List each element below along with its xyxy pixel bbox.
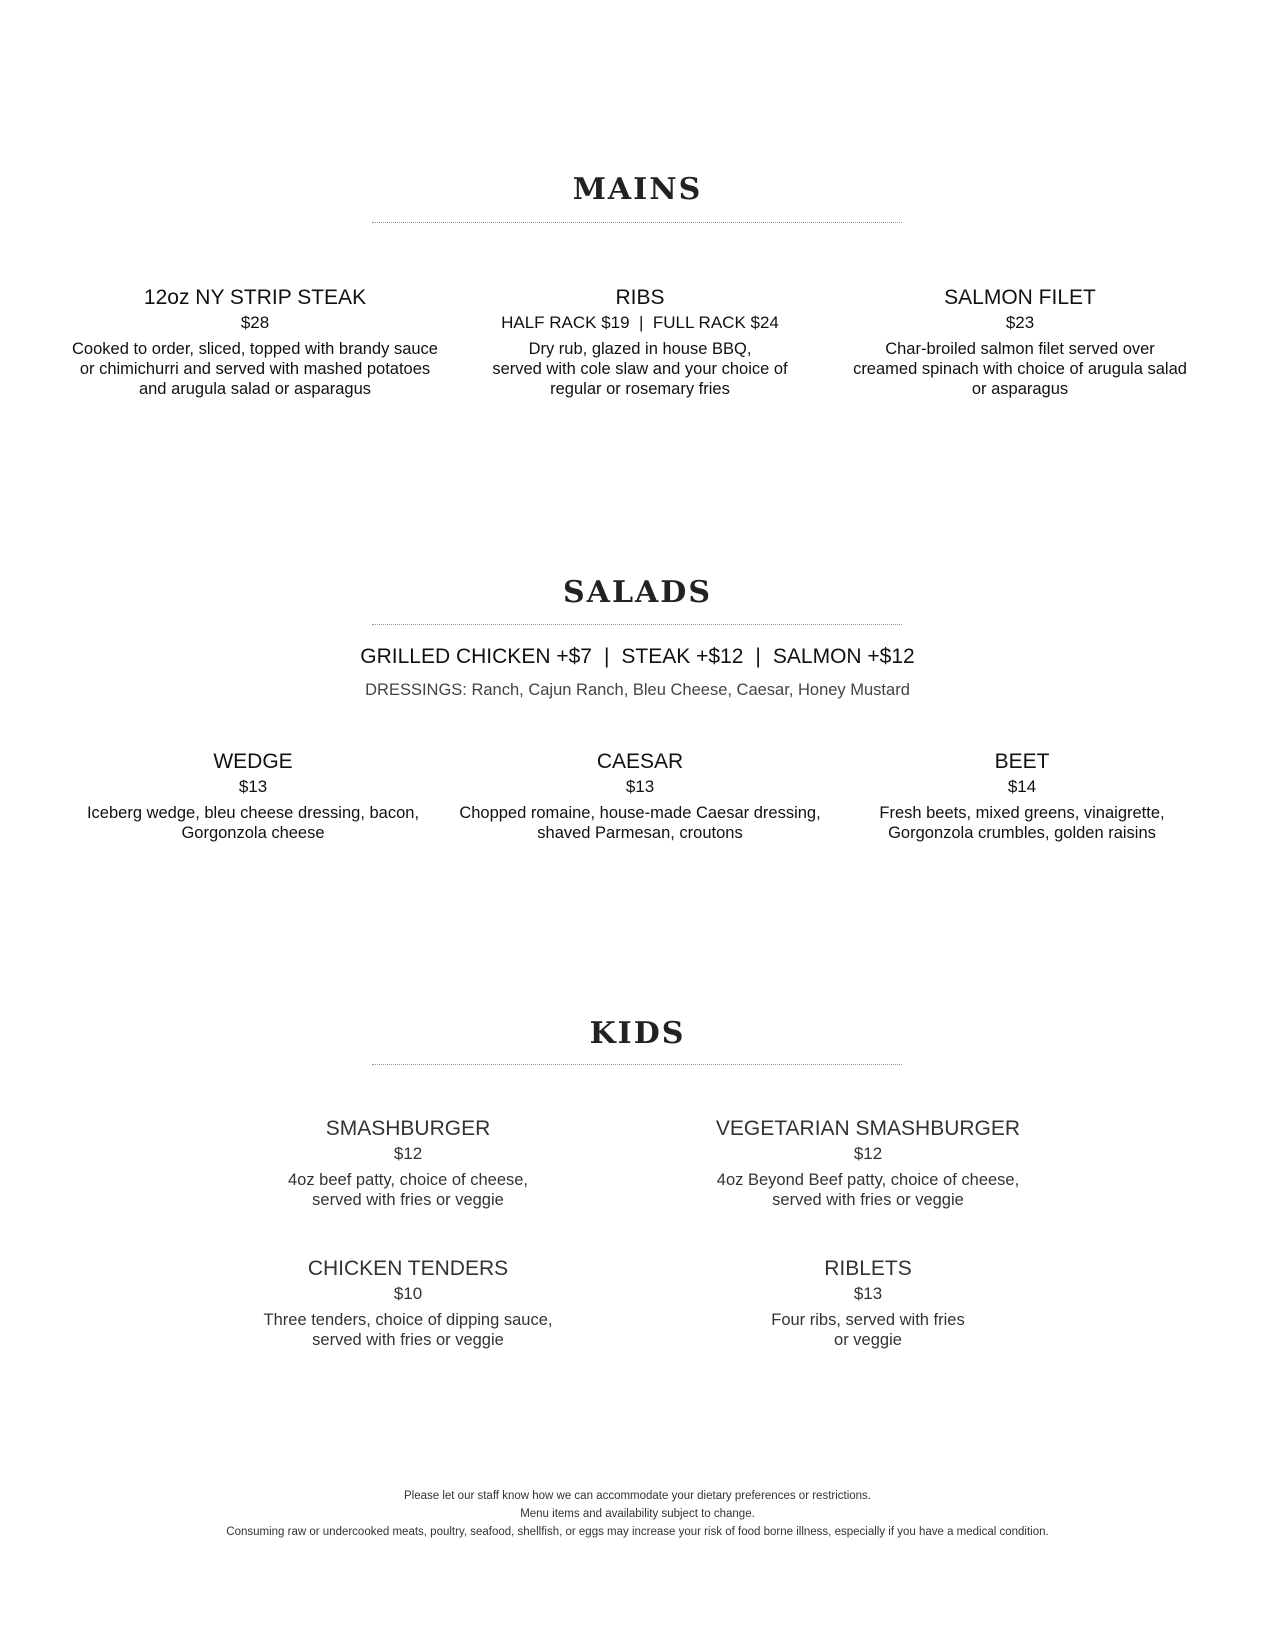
desc-line: Gorgonzola crumbles, golden raisins (888, 824, 1156, 842)
desc-line: served with cole slaw and your choice of (492, 360, 788, 378)
item-name: CAESAR (596, 750, 684, 773)
kids-heading: KIDS (589, 1016, 686, 1051)
item-price: $13 (625, 777, 655, 796)
footer-line-dietary: Please let our staff know how we can accommodate your dietary preferences or restrictions. (403, 1490, 872, 1502)
desc-line: Char-broiled salmon filet served over (885, 340, 1155, 358)
addon-steak: STEAK +$12 (621, 645, 744, 668)
item-description (208, 1310, 608, 1350)
menu-item-riblets (668, 1256, 1068, 1350)
desc-line: regular or rosemary fries (550, 380, 730, 398)
item-description (668, 1170, 1068, 1210)
desc-line: Four ribs, served with fries (771, 1311, 965, 1329)
addon-separator: | (755, 645, 761, 668)
item-price: $12 (393, 1144, 423, 1163)
desc-line: served with fries or veggie (312, 1191, 504, 1209)
item-name: RIBLETS (824, 1257, 912, 1280)
item-name: CHICKEN TENDERS (307, 1257, 509, 1280)
item-name: RIBS (615, 286, 665, 309)
item-description (440, 339, 840, 399)
addon-salmon: SALMON +$12 (772, 645, 915, 668)
desc-line: Chopped romaine, house-made Caesar dressing, (459, 804, 821, 822)
salads-heading: SALADS (563, 575, 712, 610)
desc-line: served with fries or veggie (312, 1331, 504, 1349)
desc-line: or chimichurri and served with mashed potatoes (79, 360, 431, 378)
footer-notice (0, 1487, 1275, 1541)
desc-line: Three tenders, choice of dipping sauce, (263, 1311, 553, 1329)
desc-line: 4oz beef patty, choice of cheese, (287, 1171, 528, 1189)
desc-line: Gorgonzola cheese (181, 824, 325, 842)
menu-item-caesar (440, 749, 840, 843)
item-name: 12oz NY STRIP STEAK (143, 286, 367, 309)
item-description (55, 339, 455, 399)
desc-line: 4oz Beyond Beef patty, choice of cheese, (716, 1171, 1020, 1189)
salad-addons (0, 645, 1275, 669)
desc-line: creamed spinach with choice of arugula salad (853, 360, 1187, 378)
item-price: $23 (1005, 313, 1035, 332)
desc-line: Iceberg wedge, bleu cheese dressing, bacon, (86, 804, 420, 822)
salads-divider (372, 624, 902, 625)
addon-grilled-chicken: GRILLED CHICKEN +$7 (360, 645, 592, 668)
item-name: VEGETARIAN SMASHBURGER (715, 1117, 1021, 1140)
menu-item-salmon-filet (820, 285, 1220, 399)
footer-line-consumer-advisory: Consuming raw or undercooked meats, poultry, seafood, shellfish, or eggs may increase your risk of food borne illness, especially if you have a medical condition. (226, 1526, 1049, 1538)
desc-line: served with fries or veggie (772, 1191, 964, 1209)
mains-divider (372, 222, 902, 223)
item-description (440, 803, 840, 843)
desc-line: or veggie (834, 1331, 902, 1349)
item-description (668, 1310, 1068, 1350)
item-price: HALF RACK $19 | FULL RACK $24 (501, 313, 779, 332)
footer-line-availability: Menu items and availability subject to change. (520, 1508, 755, 1520)
item-name: SMASHBURGER (325, 1117, 491, 1140)
item-price: $14 (1007, 777, 1037, 796)
menu-item-beet (822, 749, 1222, 843)
desc-line: or asparagus (971, 380, 1069, 398)
item-price: $13 (238, 777, 268, 796)
item-description (208, 1170, 608, 1210)
item-description (820, 339, 1220, 399)
item-description (53, 803, 453, 843)
desc-line: Cooked to order, sliced, topped with brandy sauce (72, 340, 438, 358)
item-price: $12 (853, 1144, 883, 1163)
menu-item-vegetarian-smashburger (668, 1116, 1068, 1210)
dressings-list: DRESSINGS: Ranch, Cajun Ranch, Bleu Cheese, Caesar, Honey Mustard (365, 681, 910, 699)
item-description (822, 803, 1222, 843)
item-name: BEET (994, 750, 1050, 773)
item-name: WEDGE (213, 750, 293, 773)
menu-item-chicken-tenders (208, 1256, 608, 1350)
item-name: SALMON FILET (944, 286, 1096, 309)
menu-item-ribs (440, 285, 840, 399)
desc-line: shaved Parmesan, croutons (537, 824, 743, 842)
menu-item-wedge (53, 749, 453, 843)
item-price: $10 (393, 1284, 423, 1303)
menu-item-smashburger (208, 1116, 608, 1210)
mains-heading: MAINS (572, 172, 703, 207)
desc-line: Dry rub, glazed in house BBQ, (528, 340, 752, 358)
desc-line: and arugula salad or asparagus (138, 380, 372, 398)
addon-separator: | (603, 645, 610, 668)
menu-item-ny-strip-steak (55, 285, 455, 399)
item-price: $13 (853, 1284, 883, 1303)
kids-divider (372, 1064, 902, 1065)
item-price: $28 (240, 313, 270, 332)
desc-line: Fresh beets, mixed greens, vinaigrette, (879, 804, 1165, 822)
